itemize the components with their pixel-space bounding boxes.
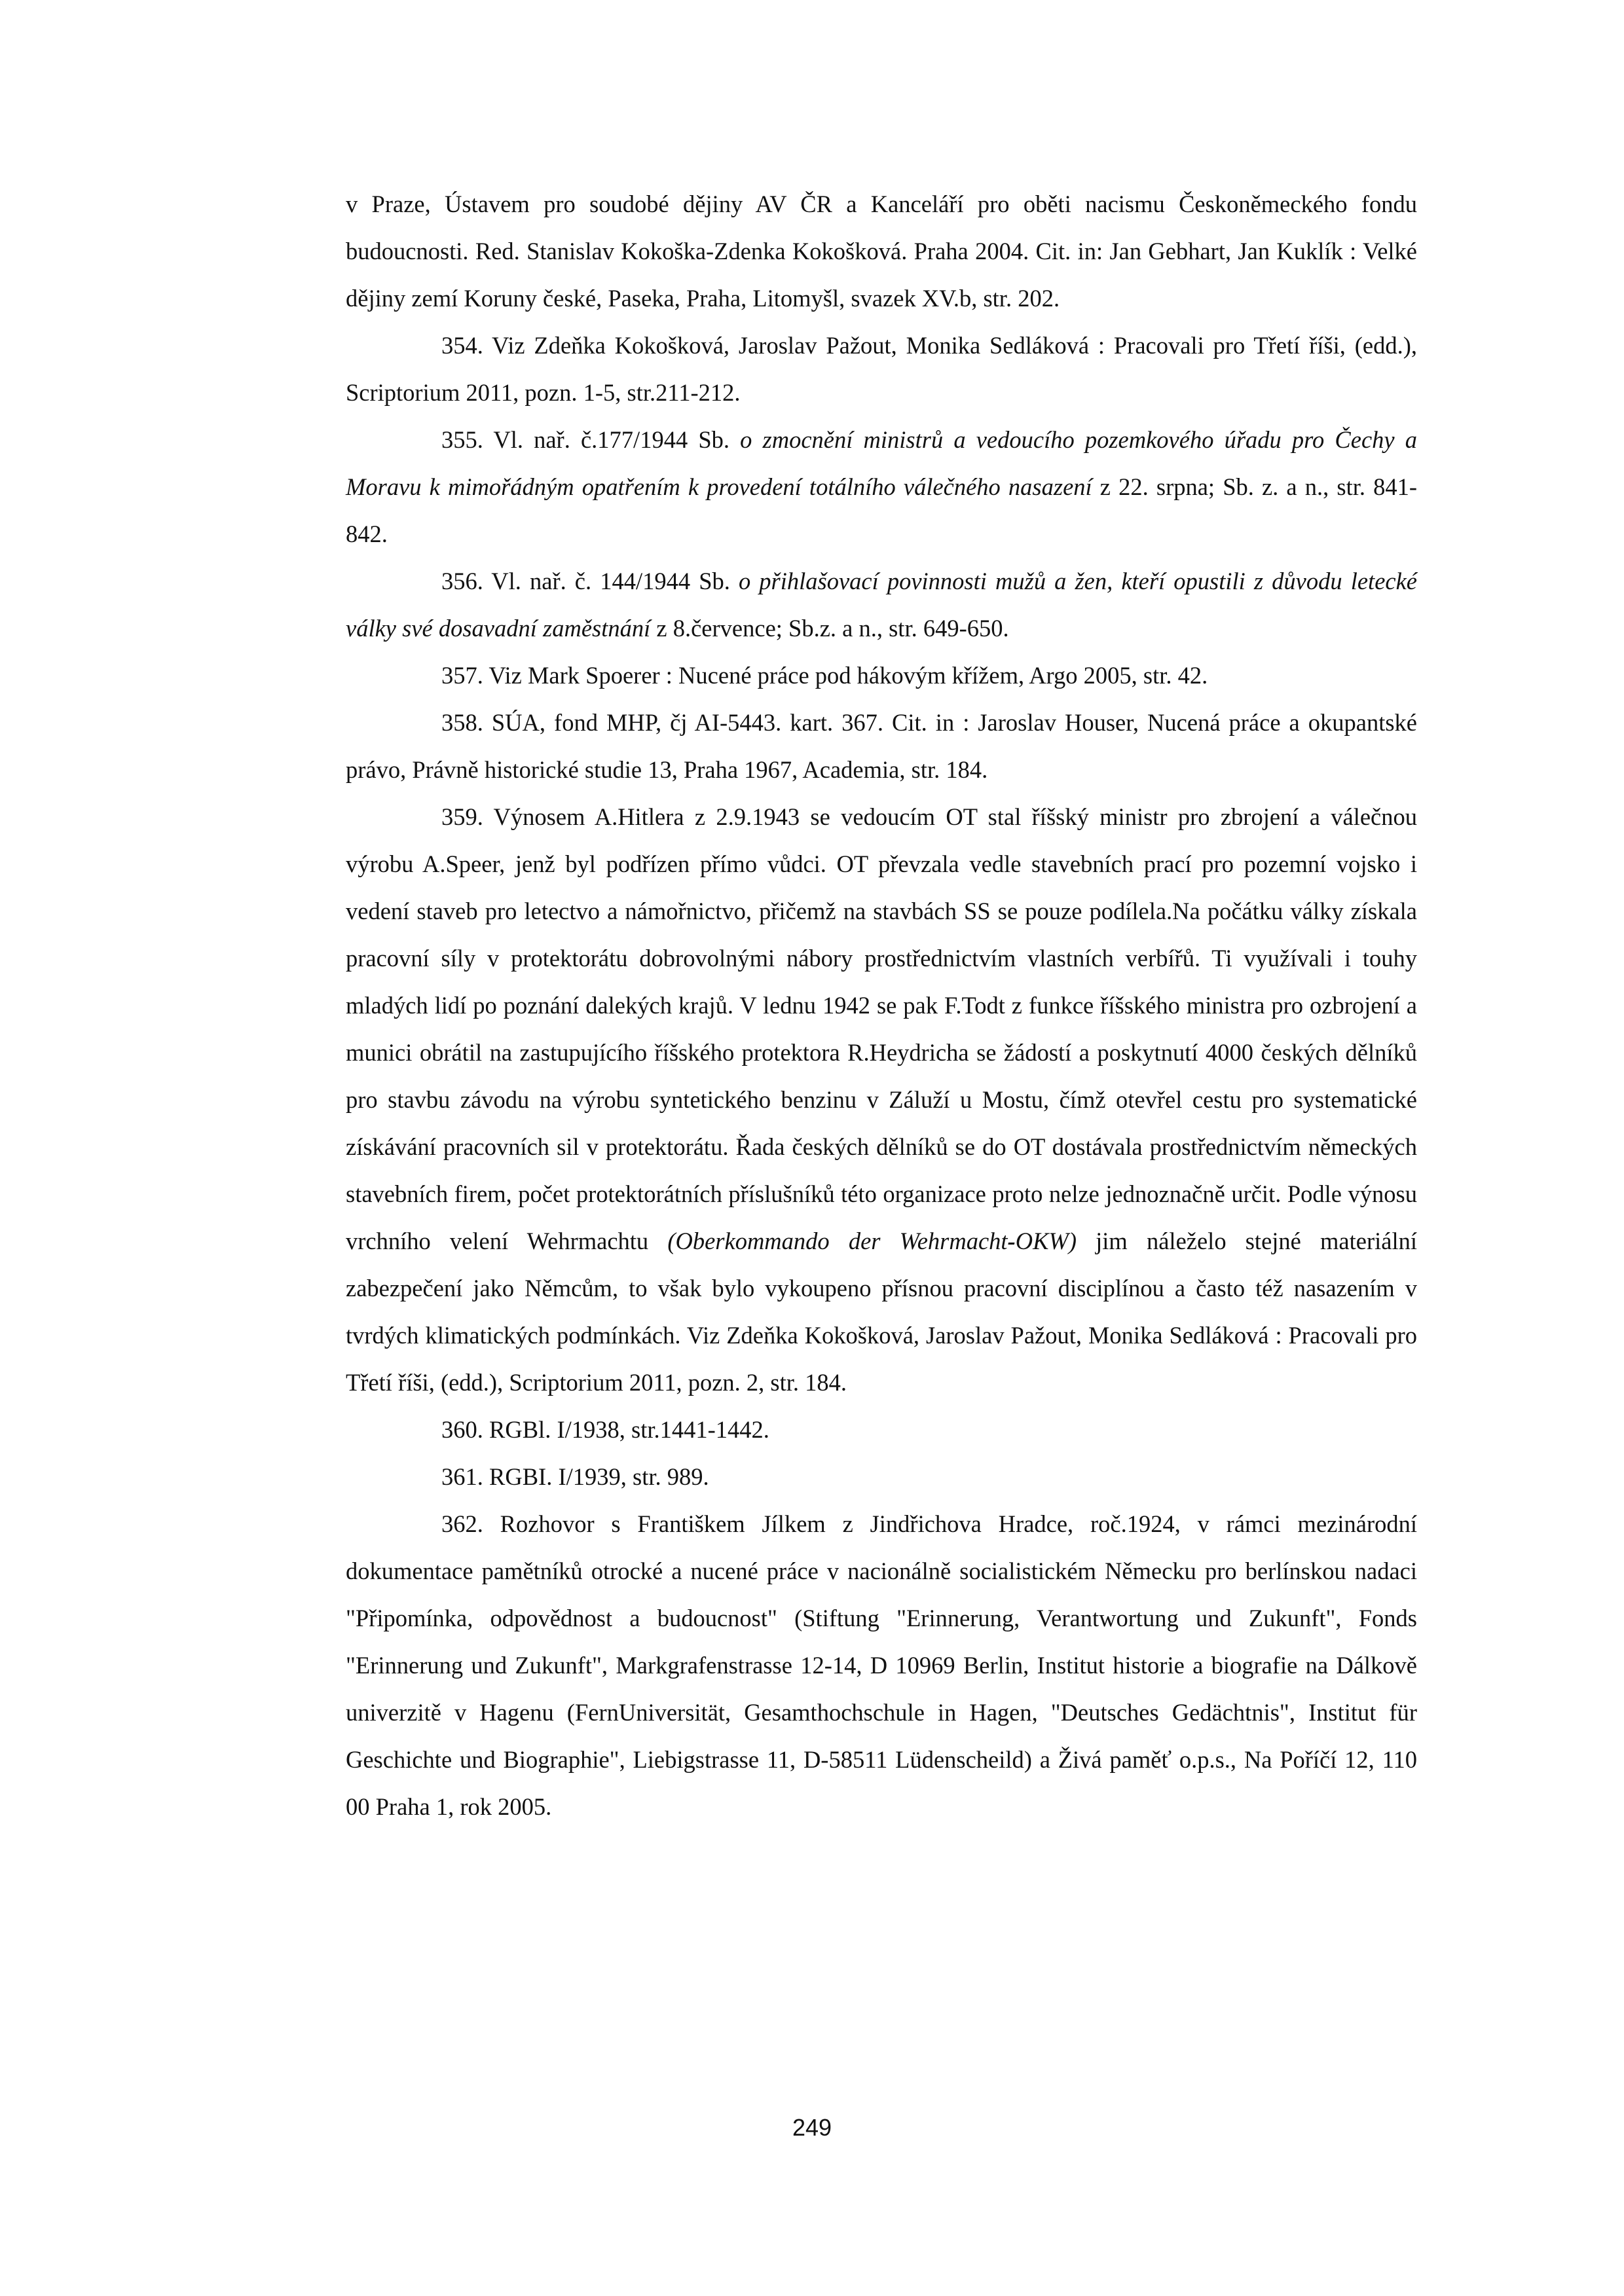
footnote-continuation: v Praze, Ústavem pro soudobé dějiny AV ČR a Kanceláří pro oběti nacismu Českoněmeckého fondu budoucnosti. Red. Stanislav Kokoška-Zdenka Kokošková. Praha 2004. Cit. in: Jan Gebhart, Jan Kuklík : Velké dějiny zemí Koruny české, Paseka, Praha, Litomyšl, svazek XV.b, str. 202. (346, 191, 1417, 312)
footnote-356-source: z 8.července; Sb.z. a n., str. 649-650. (650, 615, 1009, 642)
footnote-354: 354. Viz Zdeňka Kokošková, Jaroslav Pažout, Monika Sedláková : Pracovali pro Třetí říši, (edd.), Scriptorium 2011, pozn. 1-5, str.211-212. (346, 332, 1417, 406)
footnote-358: 358. SÚA, fond MHP, čj AI-5443. kart. 367. Cit. in : Jaroslav Houser, Nucená práce a okupantské právo, Právně historické studie 13, Praha 1967, Academia, str. 184. (346, 709, 1417, 783)
footnote-357: 357. Viz Mark Spoerer : Nucené práce pod hákovým křížem, Argo 2005, str. 42. (441, 662, 1208, 689)
footnote-355-citation: 355. Vl. nař. č.177/1944 Sb. (441, 426, 741, 453)
footnote-359-text: 359. Výnosem A.Hitlera z 2.9.1943 se vedoucím OT stal říšský ministr pro zbrojení a válečnou výrobu A.Speer, jenž byl podřízen přímo vůdci. OT převzala vedle stavebních prací pro pozemní vojsko i vedení staveb pro letectvo a námořnictvo, přičemž na stavbách SS se pouze podílela.Na počátku války získala pracovní síly v protektorátu dobrovolnými nábory prostřednictvím vlastních verbířů. Ti využívali i touhy mladých lidí po poznání dalekých krajů. V lednu 1942 se pak F.Todt z funkce říšského ministra pro ozbrojení a munici obrátil na zastupujícího říšského protektora R.Heydricha se žádostí a poskytnutí 4000 českých dělníků pro stavbu závodu na výrobu syntetického benzinu v Záluží u Mostu, čímž otevřel cestu pro systematické získávání pracovních sil v protektorátu. Řada českých dělníků se do OT dostávala prostřednictvím německých stavebních firem, počet protektorátních příslušníků této organizace proto nelze jednoznačně určit. Podle výnosu vrchního velení Wehrmachtu (346, 803, 1417, 1254)
footnote-355-source: z 22. srpna; Sb. z. a n., str. 841-842. (346, 473, 1417, 547)
footnote-356-citation: 356. Vl. nař. č. 144/1944 Sb. (441, 568, 739, 594)
footnote-359-rest: jim náleželo stejné materiální zabezpečení jako Němcům, to však bylo vykoupeno přísnou pracovní disciplínou a často též nasazením v tvrdých klimatických podmínkách. Viz Zdeňka Kokošková, Jaroslav Pažout, Monika Sedláková : Pracovali pro Třetí říši, (edd.), Scriptorium 2011, pozn. 2, str. 184. (346, 1228, 1417, 1396)
footnote-355 (346, 416, 1417, 558)
footnote-361: 361. RGBI. I/1939, str. 989. (441, 1463, 709, 1490)
page-number: 249 (792, 2114, 832, 2141)
footnote-360: 360. RGBl. I/1938, str.1441-1442. (441, 1416, 769, 1443)
footnotes-text (346, 181, 1417, 1831)
footnote-355-title: o zmocnění ministrů a vedoucího pozemkového úřadu pro Čechy a Moravu k mimořádným opatřením k provedení totálního válečného nasazení (346, 426, 1417, 500)
footnote-359-okw-a: (Oberkommando der Wehrmacht (667, 1228, 1008, 1254)
footnote-359-okw-dash: - (1007, 1228, 1016, 1254)
footnote-356 (346, 558, 1417, 652)
footnote-359 (346, 793, 1417, 1406)
footnote-356-title: o přihlašovací povinnosti mužů a žen, kteří opustili z důvodu letecké války své dosavadní zaměstnání (346, 568, 1418, 642)
footnote-359-okw-b: OKW) (1015, 1228, 1077, 1254)
footnote-362: 362. Rozhovor s Františkem Jílkem z Jindřichova Hradce, roč.1924, v rámci mezinárodní dokumentace pamětníků otrocké a nucené práce v nacionálně socialistickém Německu pro berlínskou nadaci "Připomínka, odpovědnost a budoucnost" (Stiftung "Erinnerung, Verantwortung und Zukunft", Fonds "Erinnerung und Zukunft", Markgrafenstrasse 12-14, D 10969 Berlin, Institut historie a biografie na Dálkově univerzitě v Hagenu (FernUniversität, Gesamthochschule in Hagen, "Deutsches Gedächtnis", Institut für Geschichte und Biographie", Liebigstrasse 11, D-58511 Lüdenscheild) a Živá paměť o.p.s., Na Poříčí 12, 110 00 Praha 1, rok 2005. (346, 1510, 1417, 1820)
